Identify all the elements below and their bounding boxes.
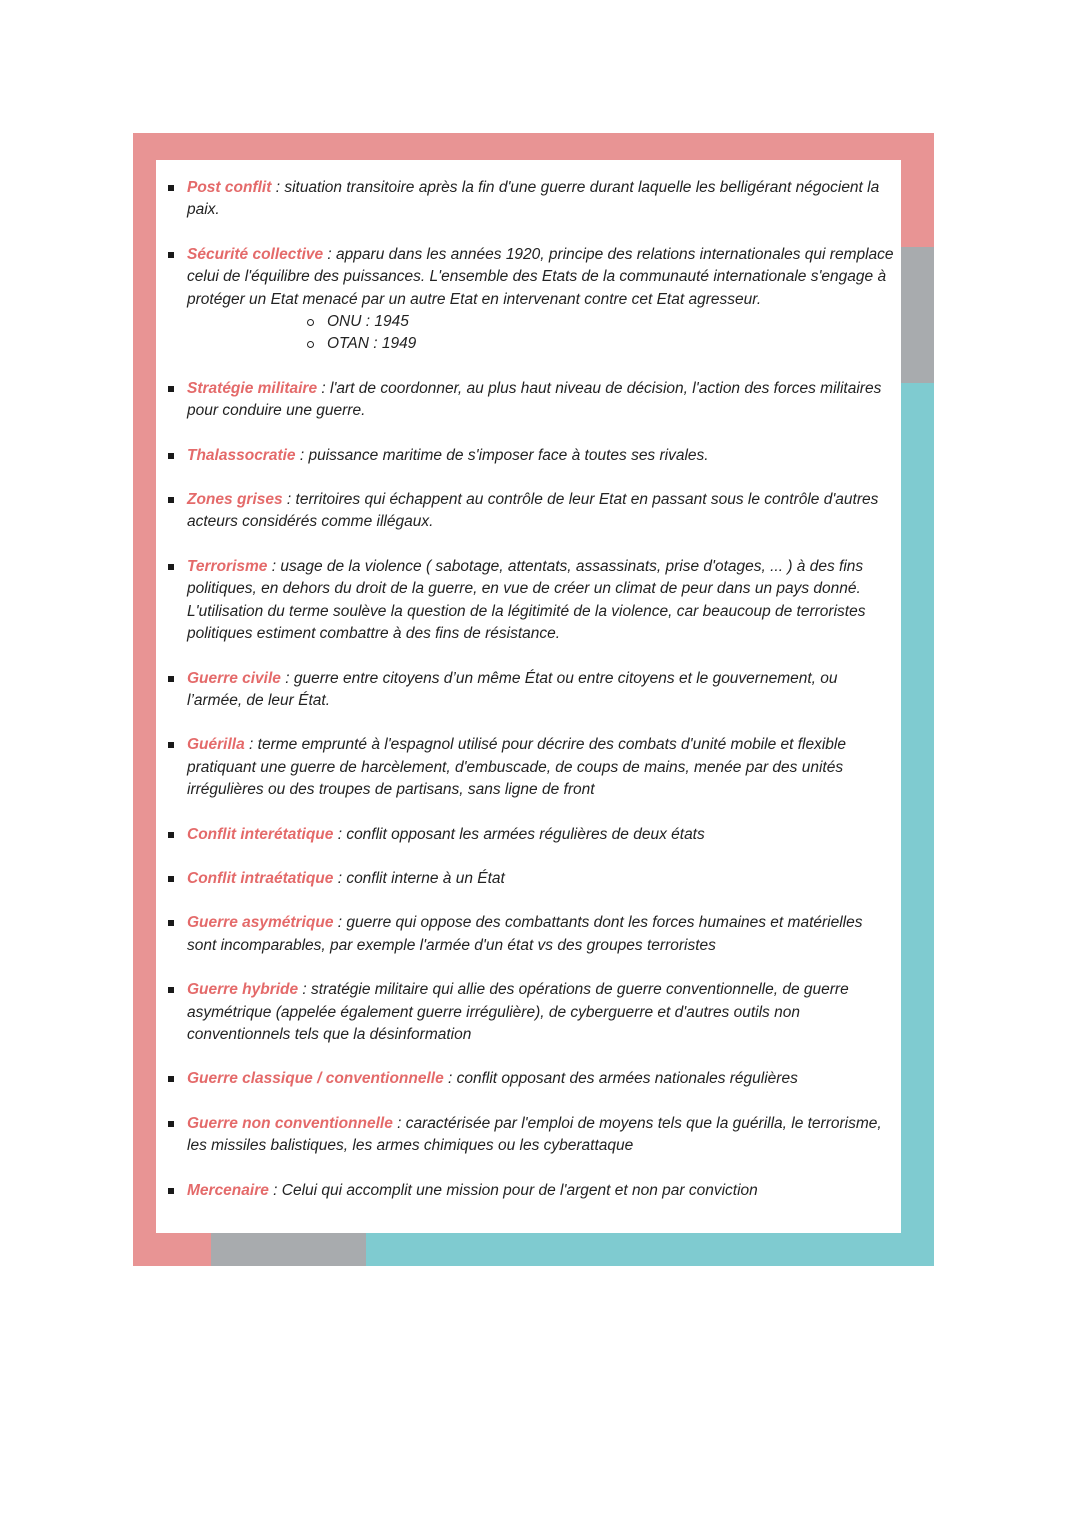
glossary-panel <box>156 160 901 1233</box>
definition-term: Guerre asymétrique <box>187 914 334 932</box>
definition-separator: : <box>333 869 347 887</box>
definition-item <box>168 868 896 890</box>
definition-item <box>168 668 896 713</box>
definition-text <box>187 912 896 957</box>
square-bullet-icon <box>168 920 174 926</box>
frame-bottom-grey-band <box>211 1233 366 1266</box>
definition-item <box>168 378 896 423</box>
definition-term: Conflit intraétatique <box>187 869 334 887</box>
definition-separator: : <box>282 491 296 509</box>
definition-text <box>187 734 896 801</box>
definition-text <box>187 445 896 467</box>
frame-right-grey-band <box>901 247 934 383</box>
definition-separator: : <box>392 1114 406 1132</box>
square-bullet-icon <box>168 497 174 503</box>
square-bullet-icon <box>168 876 174 882</box>
sub-list <box>187 311 896 356</box>
definition-term: Guerre classique / conventionnelle <box>187 1070 444 1088</box>
definition-item <box>168 489 896 534</box>
square-bullet-icon <box>168 987 174 993</box>
definition-body: Celui qui accomplit une mission pour de l'argent et non par conviction <box>281 1181 758 1199</box>
definition-term: Zones grises <box>187 491 283 509</box>
definition-text <box>187 1180 896 1202</box>
frame-left-band <box>133 133 156 1266</box>
definition-item <box>168 556 896 646</box>
definition-term: Mercenaire <box>187 1181 269 1199</box>
definition-text <box>187 824 896 846</box>
definition-term: Terrorisme <box>187 557 268 575</box>
definition-term: Guérilla <box>187 736 245 754</box>
definition-text <box>187 489 896 534</box>
definition-item <box>168 1180 896 1202</box>
square-bullet-icon <box>168 742 174 748</box>
square-bullet-icon <box>168 832 174 838</box>
definition-term: Guerre hybride <box>187 981 299 999</box>
sub-item-text: ONU : 1945 <box>327 313 409 331</box>
definition-term: Sécurité collective <box>187 245 324 263</box>
definition-body: guerre qui oppose des combattants dont les forces humaines et matérielles sont incomparables, par exemple l'armée d'un état vs des groupes terroristes <box>187 914 863 954</box>
square-bullet-icon <box>168 676 174 682</box>
circle-bullet-icon <box>307 341 314 348</box>
definition-separator: : <box>317 379 330 397</box>
definition-separator: : <box>333 825 347 843</box>
definition-item <box>168 445 896 467</box>
definition-item <box>168 979 896 1046</box>
definition-body: stratégie militaire qui allie des opérations de guerre conventionnelle, de guerre asymétrique (appelée également guerre irrégulière), de cyberguerre et d'autres outils non conventionnels tels que la désinformation <box>187 981 849 1043</box>
sub-list-item <box>307 311 896 333</box>
definition-separator: : <box>443 1070 457 1088</box>
definition-term: Post conflit <box>187 179 272 196</box>
square-bullet-icon <box>168 1188 174 1194</box>
definition-text <box>187 1068 896 1090</box>
circle-bullet-icon <box>307 319 314 326</box>
square-bullet-icon <box>168 1076 174 1082</box>
definition-text <box>187 979 896 1046</box>
square-bullet-icon <box>168 453 174 459</box>
frame-bottom-pink-band <box>133 1233 211 1266</box>
frame-top-band <box>133 133 934 160</box>
definition-body: conflit opposant les armées régulières de deux états <box>346 825 705 843</box>
definition-body: caractérisée par l'emploi de moyens tels que la guérilla, le terrorisme, les missiles balistiques, les armes chimiques ou les cyberattaque <box>187 1114 882 1155</box>
definition-item <box>168 1113 896 1158</box>
definition-body: situation transitoire après la fin d'une guerre durant laquelle les belligérant négocient la paix. <box>187 179 880 219</box>
square-bullet-icon <box>168 1121 174 1127</box>
sub-list-item <box>307 333 896 355</box>
definition-separator: : <box>333 914 347 932</box>
definition-text <box>187 868 896 890</box>
definition-body: conflit interne à un État <box>346 869 505 887</box>
definition-text <box>187 556 896 646</box>
definition-body: guerre entre citoyens d’un même État ou entre citoyens et le gouvernement, ou l’armée, de leur État. <box>187 669 838 709</box>
definition-term: Conflit interétatique <box>187 825 334 843</box>
definition-separator: : <box>267 557 281 575</box>
definition-separator: : <box>295 446 309 464</box>
definition-item <box>168 734 896 801</box>
definition-term: Thalassocratie <box>187 446 296 464</box>
sub-item-text: OTAN : 1949 <box>327 335 417 353</box>
frame-bottom-teal-band <box>366 1233 934 1266</box>
definition-item <box>168 1068 896 1090</box>
definition-term: Guerre non conventionnelle <box>187 1114 393 1132</box>
frame-right-pink-band <box>901 133 934 247</box>
definition-text <box>187 177 896 222</box>
definition-term: Stratégie militaire <box>187 379 318 397</box>
definition-separator: : <box>244 736 258 754</box>
definition-body: terme emprunté à l'espagnol utilisé pour décrire des combats d'unité mobile et flexible pratiquant une guerre de harcèlement, d'embuscade, de coups de mains, menée par des unités irrégulières ou des troupes de partisans, sans ligne de front <box>187 736 846 799</box>
definition-item <box>168 912 896 957</box>
definition-text <box>187 668 896 713</box>
definition-separator: : <box>271 179 285 196</box>
square-bullet-icon <box>168 564 174 570</box>
definition-item <box>168 177 896 222</box>
definition-term: Guerre civile <box>187 669 281 687</box>
definition-body: l'art de coordonner, au plus haut niveau de décision, l'action des forces militaires pour conduire une guerre. <box>187 379 882 420</box>
definition-body: apparu dans les années 1920, principe des relations internationales qui remplace celui de l'équilibre des puissances. L'ensemble des Etats de la communauté internationale s'engage à protéger un Etat menacé par un autre Etat en intervenant contre cet Etat agresseur. <box>187 245 894 308</box>
definition-separator: : <box>280 669 294 687</box>
frame-right-teal-band <box>901 383 934 1266</box>
definition-item <box>168 824 896 846</box>
definition-body: puissance maritime de s'imposer face à toutes ses rivales. <box>308 446 709 464</box>
definition-list <box>168 177 896 1224</box>
square-bullet-icon <box>168 185 174 191</box>
definition-text <box>187 1113 896 1158</box>
definition-separator: : <box>323 245 337 263</box>
definition-text <box>187 244 896 311</box>
definition-body: conflit opposant des armées nationales régulières <box>456 1070 798 1088</box>
definition-text <box>187 378 896 423</box>
square-bullet-icon <box>168 386 174 392</box>
definition-body: territoires qui échappent au contrôle de leur Etat en passant sous le contrôle d'autres acteurs considérés comme illégaux. <box>187 491 879 531</box>
square-bullet-icon <box>168 252 174 258</box>
definition-separator: : <box>268 1181 282 1199</box>
definition-item <box>168 244 896 356</box>
definition-body: usage de la violence ( sabotage, attentats, assassinats, prise d'otages, ... ) à des fins politiques, en dehors du droit de la guerre, en vue de créer un climat de peur dans un pays donné. L'utilisation du terme soulève la question de la légitimité de la violence, car beaucoup de terroristes politiques estiment combattre à des fins de résistance. <box>187 557 866 643</box>
definition-separator: : <box>298 981 312 999</box>
